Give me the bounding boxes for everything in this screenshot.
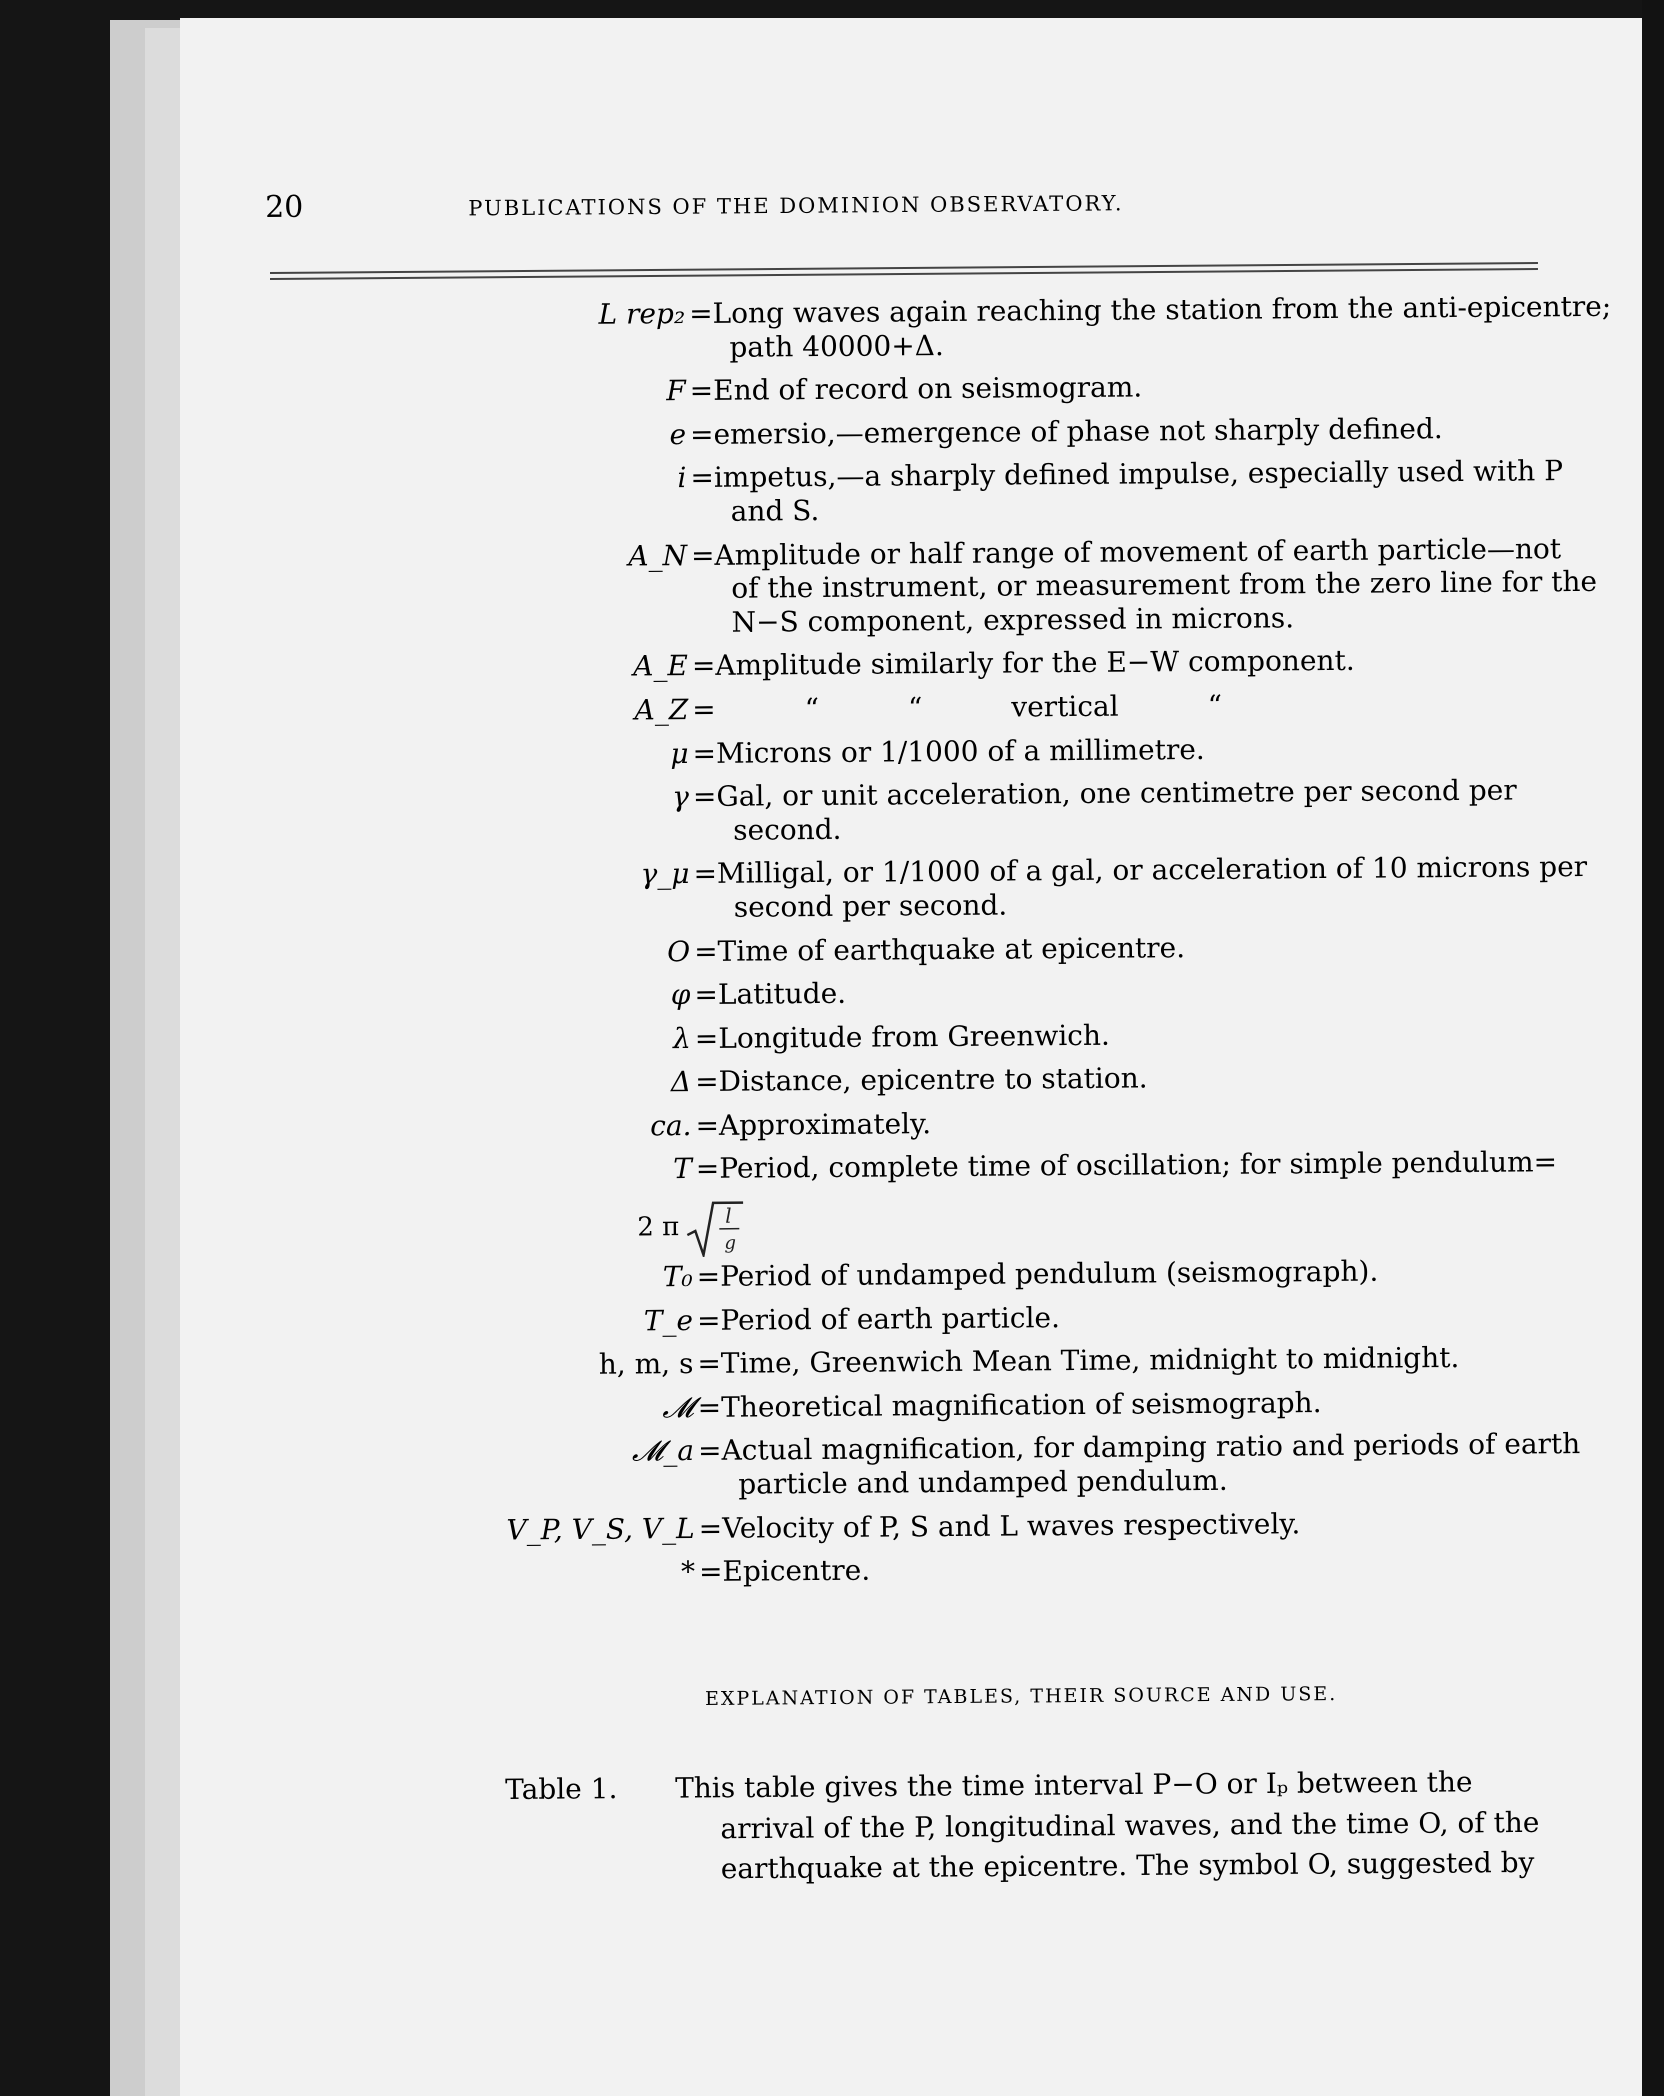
definition-symbol: e <box>669 417 687 451</box>
definition-text: =Long waves again reaching the station from the anti-epicentre; <box>688 289 1612 331</box>
definition-text: =Time, Greenwich Mean Time, midnight to midnight. <box>697 1341 1460 1381</box>
definition-text: =Period, complete time of oscillation; for simple pendulum= <box>695 1145 1558 1186</box>
definition-row <box>317 1145 1647 1189</box>
definition-text: =Milligal, or 1/1000 of a gal, or acceleration of 10 microns per <box>693 850 1588 891</box>
definition-row <box>319 1383 1649 1427</box>
table-1-paragraph <box>505 1761 1606 1891</box>
definition-symbol: T <box>673 1152 692 1186</box>
definition-row <box>313 685 1643 729</box>
definition-text: =Microns or 1/1000 of a millimetre. <box>692 732 1205 770</box>
definition-text: =End of record on seismogram. <box>689 370 1143 408</box>
definition-row <box>314 850 1644 928</box>
definition-symbol: Δ <box>670 1065 692 1099</box>
definition-symbol: T₀ <box>662 1260 693 1294</box>
definition-text: =Actual magnification, for damping ratio and periods of earth <box>697 1427 1581 1468</box>
definition-text: =Time of earthquake at epicentre. <box>693 930 1186 968</box>
definition-row <box>315 927 1645 971</box>
table-label: Table 1. <box>505 1772 618 1806</box>
definition-symbol: γ_μ <box>640 857 690 891</box>
definition-text: =Theoretical magnification of seismograph. <box>697 1385 1322 1424</box>
definition-row <box>318 1340 1648 1384</box>
definition-continuation: and S. <box>730 493 820 528</box>
definition-continuation: path 40000+Δ. <box>729 328 944 364</box>
pendulum-formula <box>317 1189 1647 1263</box>
definition-symbol: F <box>666 374 686 408</box>
definition-symbol: λ <box>672 1021 691 1055</box>
definition-text: =Epicentre. <box>698 1553 871 1589</box>
definition-symbol: L rep₂ <box>598 297 686 331</box>
definition-row <box>312 531 1643 642</box>
definition-row <box>320 1548 1650 1592</box>
definitions-list <box>310 290 1650 1602</box>
definition-row <box>310 290 1640 368</box>
definition-row <box>313 642 1643 686</box>
definition-text: =Amplitude or half range of movement of earth particle—not <box>690 531 1562 572</box>
section-heading: EXPLANATION OF TABLES, THEIR SOURCE AND USE. <box>705 1683 1338 1710</box>
definition-row <box>320 1504 1650 1548</box>
definition-row <box>314 773 1644 851</box>
definition-row <box>313 729 1643 773</box>
definition-text: =Period of undamped pendulum (seismograph). <box>696 1254 1379 1294</box>
definition-symbol: A_N <box>628 538 688 573</box>
definition-text: =Amplitude similarly for the E−W component. <box>691 644 1355 683</box>
definition-row <box>311 410 1641 454</box>
definition-row <box>311 454 1641 532</box>
paragraph-line: earthquake at the epicentre. The symbol O, suggested by <box>720 1846 1535 1886</box>
running-head: PUBLICATIONS OF THE DOMINION OBSERVATORY. <box>468 191 1124 221</box>
definition-symbol: γ <box>672 780 690 814</box>
definition-row <box>316 1058 1646 1102</box>
definition-symbol: φ <box>670 978 691 1012</box>
definition-symbol: h, m, s <box>598 1347 694 1382</box>
definition-symbol: * <box>680 1555 696 1589</box>
definition-row <box>311 367 1641 411</box>
definition-continuation: particle and undamped pendulum. <box>738 1463 1228 1501</box>
formula-prefix: 2 π <box>637 1212 680 1243</box>
definition-symbol: V_P, V_S, V_L <box>506 1511 695 1547</box>
definition-text: =Approximately. <box>695 1107 932 1142</box>
definition-continuation: of the instrument, or measurement from the zero line for the <box>731 565 1598 605</box>
definition-text: =emersio,—emergence of phase not sharply defined. <box>689 411 1443 451</box>
paragraph-line: This table gives the time interval P−O or Iₚ between the <box>675 1765 1473 1805</box>
definition-symbol: ca. <box>650 1108 692 1143</box>
definition-symbol: T_e <box>643 1303 694 1338</box>
definition-text: =Distance, epicentre to station. <box>695 1061 1148 1099</box>
definition-row <box>318 1296 1648 1340</box>
formula-denominator: g <box>724 1232 736 1254</box>
definition-continuation: second. <box>733 812 842 847</box>
definition-continuation: second per second. <box>733 888 1008 924</box>
definition-symbol: i <box>677 461 687 495</box>
definition-symbol: A_E <box>633 649 689 683</box>
definition-text: =Gal, or unit acceleration, one centimetre per second per <box>692 773 1517 814</box>
formula-numerator: l <box>725 1203 732 1228</box>
definition-symbol: O <box>667 934 691 968</box>
page-number: 20 <box>265 189 304 225</box>
definition-text: =Period of earth particle. <box>696 1300 1061 1337</box>
definition-row <box>316 1101 1646 1145</box>
definition-symbol: 𝓜 <box>662 1390 694 1425</box>
definition-row <box>315 971 1645 1015</box>
definition-text: =Latitude. <box>694 976 847 1012</box>
definition-row <box>316 1014 1646 1058</box>
paragraph-line: arrival of the P, longitudinal waves, and the time O, of the <box>720 1805 1540 1845</box>
definition-text: =Velocity of P, S and L waves respectively. <box>698 1506 1301 1545</box>
definition-symbol: μ <box>670 736 689 770</box>
definition-symbol: 𝓜_a <box>631 1434 695 1468</box>
definition-row <box>319 1427 1649 1505</box>
definition-text: = “ “ vertical “ <box>692 688 1223 726</box>
definition-text: =impetus,—a sharply defined impulse, especially used with P <box>690 454 1564 495</box>
square-root-icon <box>685 1199 745 1257</box>
definition-symbol: A_Z <box>634 692 689 727</box>
definition-continuation: N−S component, expressed in microns. <box>731 601 1295 639</box>
definition-text: =Longitude from Greenwich. <box>694 1018 1110 1055</box>
